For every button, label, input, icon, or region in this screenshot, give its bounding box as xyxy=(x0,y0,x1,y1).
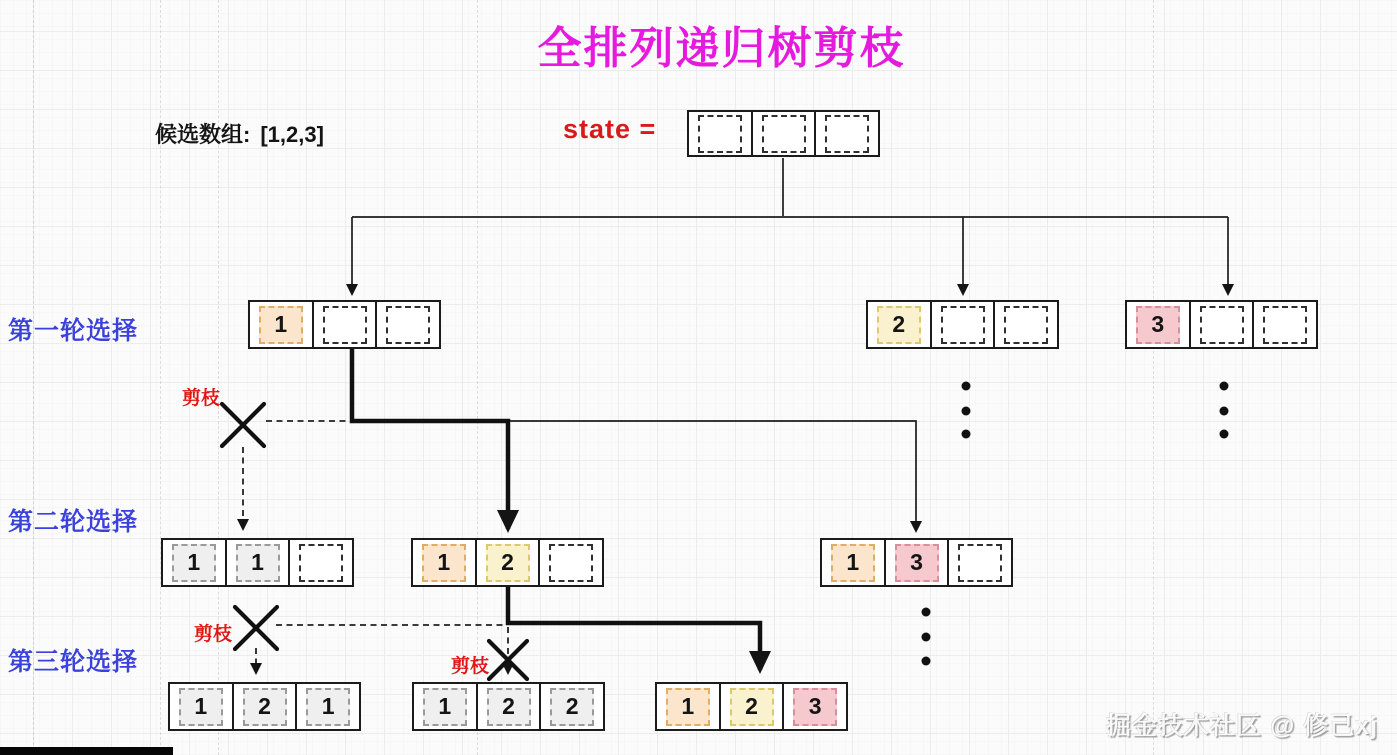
cell-value: 1 xyxy=(179,688,223,726)
cell-value xyxy=(1004,306,1048,344)
node-1-2-3 xyxy=(655,682,848,731)
array-cell xyxy=(170,684,234,729)
array-cell xyxy=(540,540,602,585)
cell-value: 2 xyxy=(243,688,287,726)
cell-value xyxy=(1200,306,1244,344)
prune-label-2: 剪枝 xyxy=(194,624,233,645)
candidate-array-label xyxy=(155,118,324,149)
array-cell xyxy=(234,684,298,729)
array-cell xyxy=(995,302,1057,347)
node-1-2-1 xyxy=(168,682,361,731)
prune-label-1: 剪枝 xyxy=(182,388,221,409)
round-3-label: 第三轮选择 xyxy=(8,648,139,676)
cell-value: 3 xyxy=(895,544,939,582)
cell-value: 1 xyxy=(422,544,466,582)
cell-value: 2 xyxy=(486,544,530,582)
cell-value xyxy=(698,115,742,153)
array-cell xyxy=(478,684,542,729)
node-1-2 xyxy=(411,538,604,587)
array-cell xyxy=(314,302,378,347)
array-cell xyxy=(657,684,721,729)
array-cell xyxy=(163,540,227,585)
cell-value: 1 xyxy=(236,544,280,582)
cell-value xyxy=(323,306,367,344)
cell-value xyxy=(299,544,343,582)
array-cell xyxy=(413,540,477,585)
array-cell xyxy=(816,112,878,155)
cell-value: 1 xyxy=(423,688,467,726)
array-cell xyxy=(689,112,753,155)
array-cell xyxy=(250,302,314,347)
cell-value: 3 xyxy=(793,688,837,726)
array-cell xyxy=(822,540,886,585)
array-cell xyxy=(868,302,932,347)
array-cell xyxy=(297,684,359,729)
cell-value: 1 xyxy=(259,306,303,344)
cell-value: 2 xyxy=(550,688,594,726)
array-cell xyxy=(541,684,603,729)
cell-value xyxy=(941,306,985,344)
node-1-1 xyxy=(161,538,354,587)
cell-value: 3 xyxy=(1136,306,1180,344)
state-box xyxy=(687,110,880,157)
watermark: 掘金技术社区 @ 修己xj xyxy=(1106,712,1379,740)
cell-value: 1 xyxy=(172,544,216,582)
cell-value xyxy=(1263,306,1307,344)
node-2 xyxy=(866,300,1059,349)
candidate-value: [1,2,3] xyxy=(260,122,324,147)
array-cell xyxy=(477,540,541,585)
array-cell xyxy=(414,684,478,729)
array-cell xyxy=(1254,302,1316,347)
node-1 xyxy=(248,300,441,349)
array-cell xyxy=(753,112,817,155)
guide-line xyxy=(160,0,161,755)
state-label: state = xyxy=(563,114,657,144)
cell-value xyxy=(958,544,1002,582)
guide-line xyxy=(477,0,478,755)
round-1-label: 第一轮选择 xyxy=(8,317,139,345)
ellipsis-dots xyxy=(922,382,1229,666)
cell-value: 1 xyxy=(306,688,350,726)
node-1-3 xyxy=(820,538,1013,587)
bottom-left-bar xyxy=(0,747,173,755)
array-cell xyxy=(1191,302,1255,347)
array-cell xyxy=(886,540,950,585)
array-cell xyxy=(377,302,439,347)
array-cell xyxy=(1127,302,1191,347)
array-cell xyxy=(290,540,352,585)
cell-value: 1 xyxy=(666,688,710,726)
branch-lines xyxy=(352,158,1228,531)
cell-value: 1 xyxy=(831,544,875,582)
node-1-2-2 xyxy=(412,682,605,731)
cell-value: 2 xyxy=(730,688,774,726)
guide-line xyxy=(1153,0,1154,755)
candidate-label: 候选数组: xyxy=(155,122,251,147)
cell-value xyxy=(386,306,430,344)
array-cell xyxy=(721,684,785,729)
page-title: 全排列递归树剪枝 xyxy=(537,24,906,73)
array-cell xyxy=(784,684,846,729)
traversal-path xyxy=(352,349,760,670)
cell-value: 2 xyxy=(487,688,531,726)
array-cell xyxy=(932,302,996,347)
cell-value xyxy=(825,115,869,153)
array-cell xyxy=(227,540,291,585)
node-3 xyxy=(1125,300,1318,349)
array-cell xyxy=(949,540,1011,585)
round-2-label: 第二轮选择 xyxy=(8,508,139,536)
cell-value xyxy=(762,115,806,153)
prune-label-3: 剪枝 xyxy=(451,656,490,677)
cell-value xyxy=(549,544,593,582)
cell-value: 2 xyxy=(877,306,921,344)
